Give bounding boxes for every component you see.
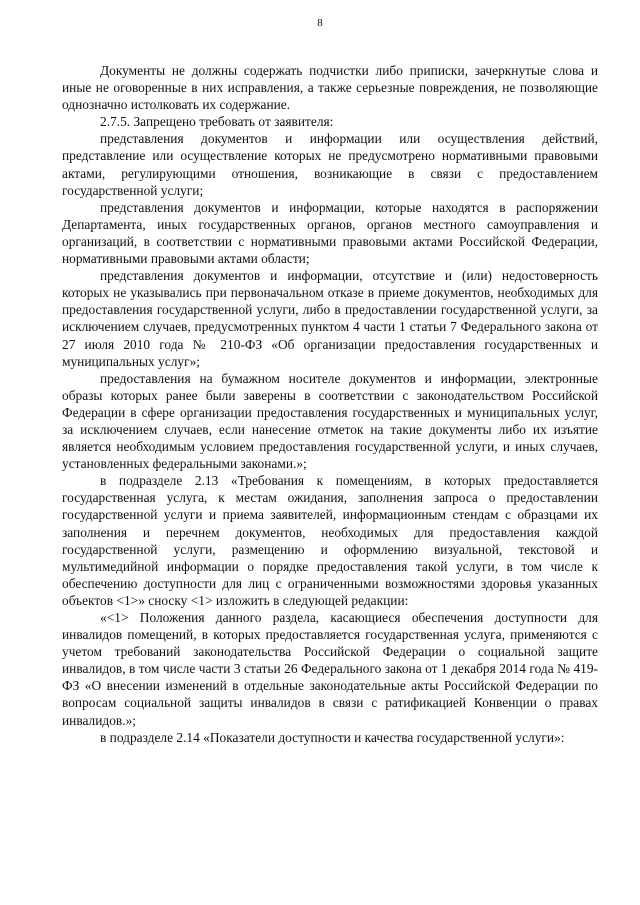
document-body — [62, 62, 598, 746]
paragraph-clause-2-7-5: 2.7.5. Запрещено требовать от заявителя: — [100, 114, 334, 130]
page-number: 8 — [317, 17, 323, 29]
paragraph-prohibition-paper-documents: предоставления на бумажном носителе документов и информации, электронные образы которых ранее были заверены в соответствии с законодательством Российской Федерации в сфере организации предоставления государственных и муниципальных услуг, за исключением случаев, если нанесение отметок на такие документы либо их изъятие является необходимым условием предоставления государственной услуги, и иных случаев, установленных федеральными законами.»; — [62, 370, 598, 472]
paragraph-prohibition-initial-refusal: представления документов и информации, отсутствие и (или) недостоверность которых не указывались при первоначальном отказе в приеме документов, необходимых для предоставления государственной услуги, либо в предоставлении государственной услуги, за исключением случаев, предусмотренных пунктом 4 части 1 статьи 7 Федерального закона от 27 июля 2010 года № 210-ФЗ «Об организации предоставления государственных и муниципальных услуг»; — [62, 268, 598, 369]
paragraph-subsection-2-14: в подразделе 2.14 «Показатели доступности и качества государственной услуги»: — [100, 729, 565, 745]
paragraph-subsection-2-13: в подразделе 2.13 «Требования к помещениям, в которых предоставляется государственная услуга, к местам ожидания, заполнения запроса о предоставлении государственной услуги и приема заявителей, информационным стендам с образцами их заполнения и перечнем документов, необходимых для предоставления каждой государственной услуги, размещению и оформлению визуальной, текстовой и мультимедийной информации о порядке предоставления такой услуги, в том числе к обеспечению доступности для лиц с ограниченными возможностями здоровья указанных объектов <1>» сноску <1> изложить в следующей редакции: — [62, 473, 598, 608]
paragraph-prohibition-department-documents: представления документов и информации, которые находятся в распоряжении Департамента, иных государственных органов, органов местного самоуправления и организаций, в соответствии с нормативными правовыми актами Российской Федерации, нормативными правовыми актами области; — [62, 199, 598, 267]
paragraph-prohibition-actions: представления документов и информации или осуществления действий, представление или осуществление которых не предусмотрено нормативными правовыми актами, регулирующими отношения, возникающие в связи с предоставлением государственной услуги; — [62, 131, 598, 198]
paragraph-footnote-1: «<1> Положения данного раздела, касающиеся обеспечения доступности для инвалидов помещений, в которых предоставляется государственная услуга, применяются с учетом требований законодательства Российской Федерации о социальной защите инвалидов, в том числе части 3 статьи 26 Федерального закона от 1 декабря 2014 года № 419-ФЗ «О внесении изменений в отдельные законодательные акты Российской Федерации по вопросам социальной защиты инвалидов в связи с ратификацией Конвенции о правах инвалидов.»; — [62, 610, 598, 728]
paragraph-documents-requirements: Документы не должны содержать подчистки либо приписки, зачеркнутые слова и иные не оговоренные в них исправления, а также серьезные повреждения, не позволяющие однозначно истолковать их содержание. — [62, 63, 598, 113]
